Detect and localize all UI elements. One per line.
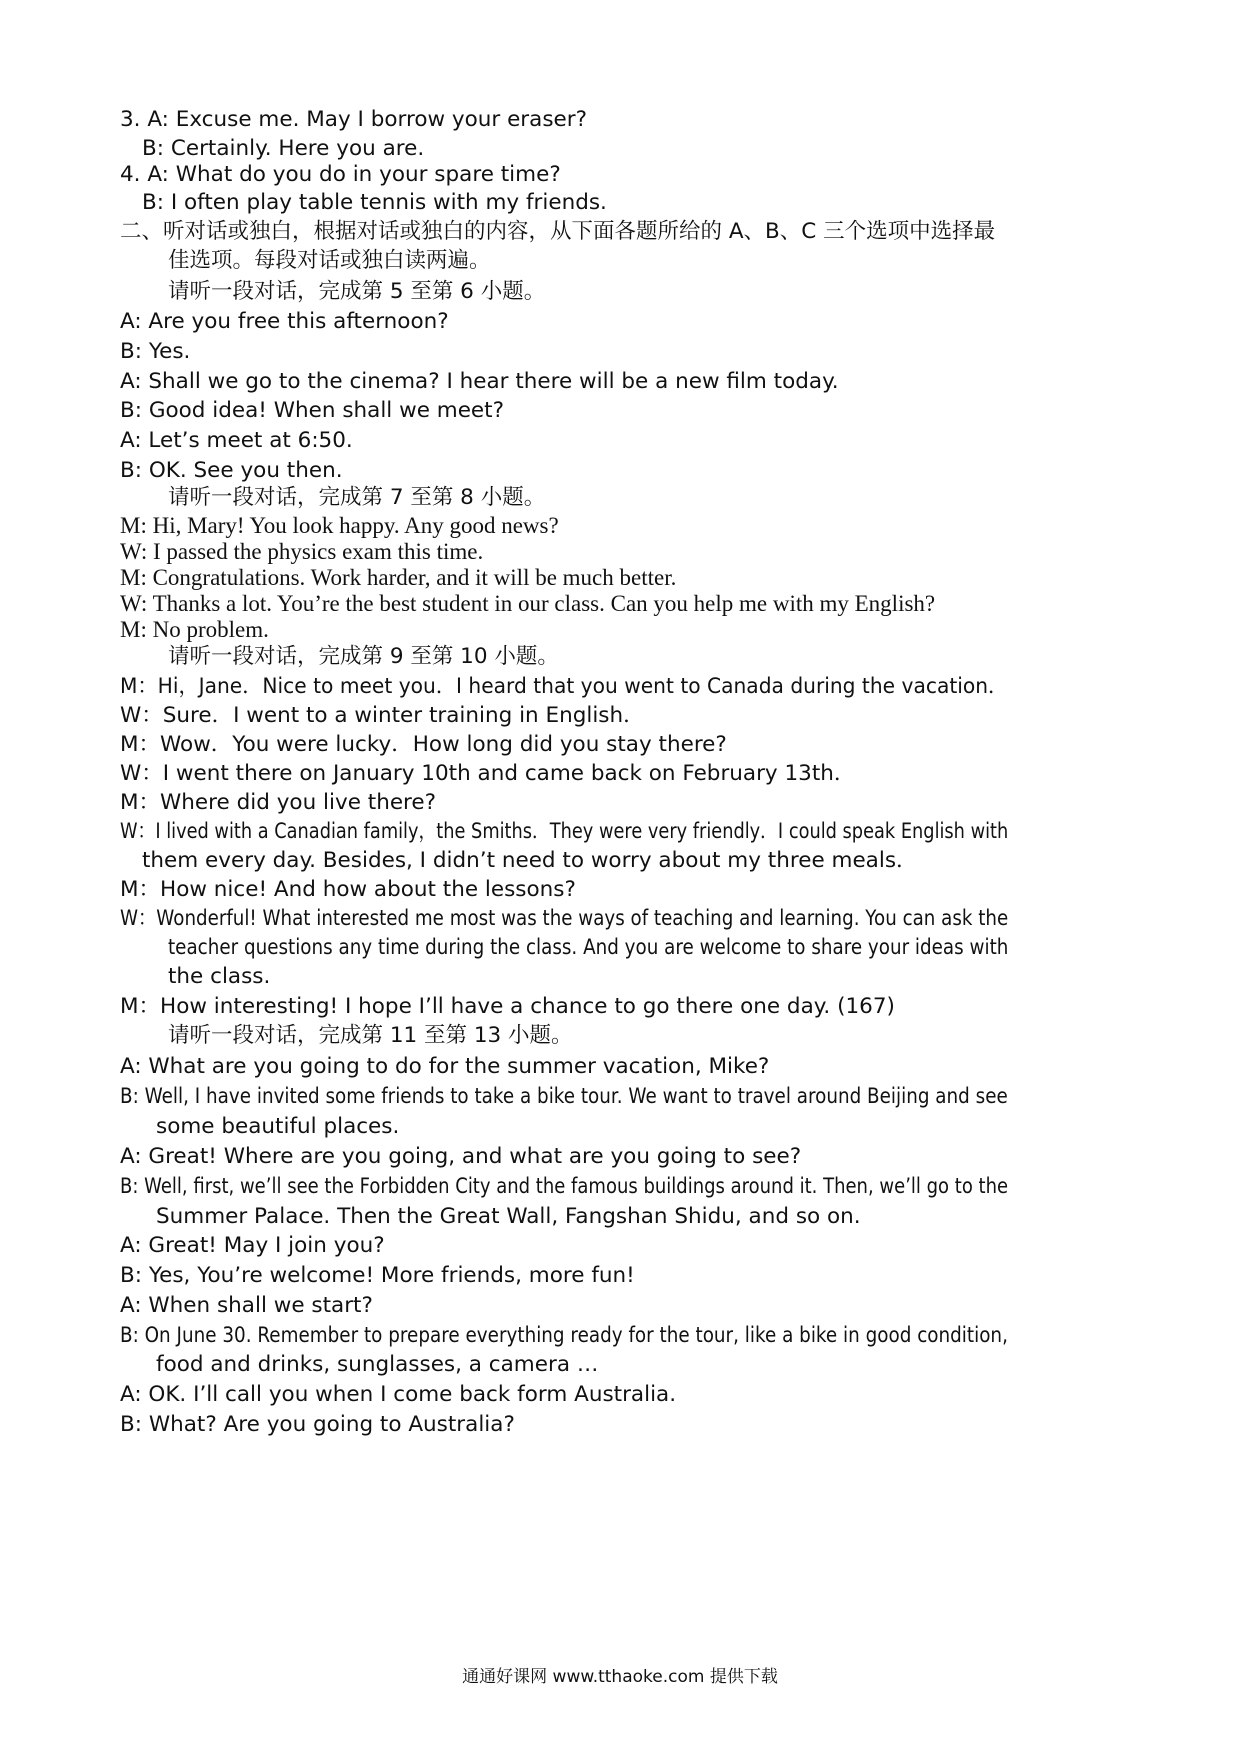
dialogue-line: M: Hi, Mary! You look happy. Any good news? <box>120 513 559 538</box>
dialogue-line-cont: Summer Palace. Then the Great Wall, Fangshan Shidu, and so on. <box>156 1204 861 1229</box>
dialogue-line: B: Certainly. Here you are. <box>142 136 425 161</box>
dialogue-line: B: Good idea! When shall we meet? <box>120 398 504 423</box>
dialogue-instruction: 请听一段对话，完成第 9 至第 10 小题。 <box>168 644 559 669</box>
dialogue-line: A: Let’s meet at 6:50. <box>120 428 353 453</box>
dialogue-line: W：I went there on January 10th and came back on February 13th． <box>120 761 856 786</box>
dialogue-line: M: No problem. <box>120 617 269 642</box>
dialogue-line: A: Great! Where are you going, and what are you going to see? <box>120 1144 802 1169</box>
dialogue-line: W: Thanks a lot. You’re the best student in our class. Can you help me with my English? <box>120 591 936 616</box>
dialogue-line: B: Yes, You’re welcome! More friends, more fun! <box>120 1263 635 1288</box>
dialogue-line: 4. A: What do you do in your spare time? <box>120 162 561 187</box>
dialogue-line-cont: some beautiful places. <box>156 1114 400 1139</box>
dialogue-line: A: Are you free this afternoon? <box>120 309 449 334</box>
dialogue-line-cont: food and drinks, sunglasses, a camera … <box>156 1352 599 1377</box>
dialogue-line: B: Yes. <box>120 339 191 364</box>
section-heading: 二、听对话或独白，根据对话或独白的内容，从下面各题所给的 A、B、C 三个选项中选择最 <box>120 219 996 244</box>
dialogue-line: B: What? Are you going to Australia? <box>120 1412 515 1437</box>
dialogue-line: W：Wonderful! What interested me most was the ways of teaching and learning. You can ask the <box>120 906 1009 931</box>
dialogue-line: M: Congratulations. Work harder, and it will be much better. <box>120 565 677 590</box>
dialogue-line-cont: teacher questions any time during the class. And you are welcome to share your ideas with <box>168 935 1009 960</box>
dialogue-line: W：Sure．I went to a winter training in English． <box>120 703 645 728</box>
dialogue-line: M：Where did you live there? <box>120 790 437 815</box>
section-heading-cont: 佳选项。每段对话或独白读两遍。 <box>168 248 491 273</box>
dialogue-line: A: Great! May I join you? <box>120 1233 385 1258</box>
dialogue-line: A: Shall we go to the cinema? I hear there will be a new film today. <box>120 369 839 394</box>
dialogue-line: M：How interesting! I hope I’ll have a chance to go there one day. (167) <box>120 994 895 1019</box>
dialogue-line: B: OK. See you then. <box>120 458 343 483</box>
dialogue-line: B: Well, I have invited some friends to take a bike tour. We want to travel around Beijing and see <box>120 1084 1008 1109</box>
dialogue-line: 3. A: Excuse me. May I borrow your eraser? <box>120 107 587 132</box>
dialogue-line: A: OK. I’ll call you when I come back form Australia. <box>120 1382 677 1407</box>
dialogue-line: M：Hi，Jane．Nice to meet you．I heard that you went to Canada during the vacation． <box>120 674 1009 699</box>
dialogue-line: A: When shall we start? <box>120 1293 373 1318</box>
dialogue-line: A: What are you going to do for the summer vacation, Mike? <box>120 1054 770 1079</box>
dialogue-instruction: 请听一段对话，完成第 11 至第 13 小题。 <box>168 1023 573 1048</box>
dialogue-line: M：Wow．You were lucky．How long did you stay there? <box>120 732 727 757</box>
dialogue-line: B: On June 30. Remember to prepare everything ready for the tour, like a bike in good condition, <box>120 1323 1008 1348</box>
dialogue-instruction: 请听一段对话，完成第 7 至第 8 小题。 <box>168 485 546 510</box>
page-footer: 通通好课网 www.tthaoke.com 提供下载 <box>462 1667 778 1687</box>
dialogue-line-cont: them every day. Besides, I didn’t need to worry about my three meals． <box>142 848 918 873</box>
dialogue-line: W：I lived with a Canadian family，the Smiths．They were very friendly．I could speak English with <box>120 819 1009 844</box>
dialogue-line: B: Well, first, we’ll see the Forbidden City and the famous buildings around it. Then, we’ll go to the <box>120 1174 1009 1199</box>
dialogue-line-cont: the class. <box>168 964 271 989</box>
dialogue-instruction: 请听一段对话，完成第 5 至第 6 小题。 <box>168 279 546 304</box>
dialogue-line: W: I passed the physics exam this time. <box>120 539 484 564</box>
dialogue-line: B: I often play table tennis with my friends. <box>142 190 607 215</box>
dialogue-line: M：How nice! And how about the lessons? <box>120 877 576 902</box>
